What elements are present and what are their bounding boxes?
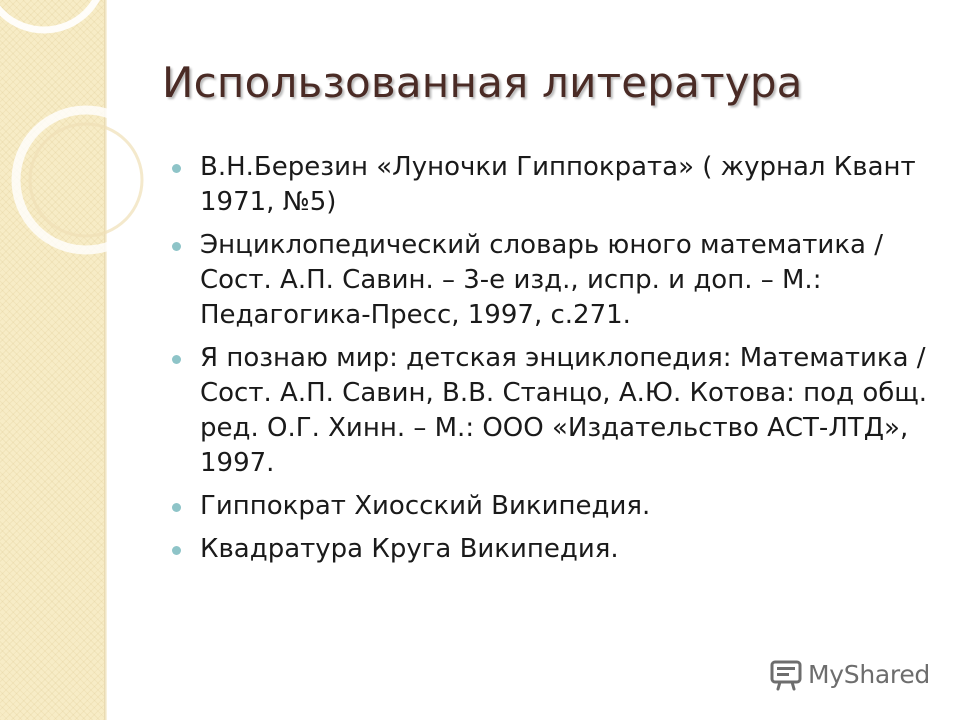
reference-text: Я познаю мир: детская энциклопедия: Математика / Сост. А.П. Савин, В.В. Станцо, А.Ю. Котова: под общ. ред. О.Г. Хинн. – М.: ООО «Издательство АСТ-ЛТД», 1997. bbox=[200, 343, 928, 478]
reference-item bbox=[172, 489, 932, 524]
bullet-icon bbox=[172, 355, 181, 364]
watermark-text: MyShared bbox=[808, 659, 930, 689]
myshared-logo-icon bbox=[768, 656, 804, 692]
reference-item bbox=[172, 532, 932, 567]
reference-item bbox=[172, 228, 932, 333]
bullet-icon bbox=[172, 164, 181, 173]
reference-text: Энциклопедический словарь юного математика /Сост. А.П. Савин. – 3-е изд., испр. и доп. – М.: Педагогика-Пресс, 1997, с.271. bbox=[200, 230, 883, 330]
bullet-icon bbox=[172, 242, 181, 251]
bullet-icon bbox=[172, 546, 181, 555]
bullet-icon bbox=[172, 503, 181, 512]
reference-text: Гиппократ Хиосский Википедия. bbox=[200, 491, 651, 521]
decorative-rings bbox=[0, 0, 200, 300]
reference-text: В.Н.Березин «Луночки Гиппократа» ( журнал Квант 1971, №5) bbox=[200, 152, 916, 217]
myshared-watermark bbox=[768, 654, 930, 694]
slide-title: Использованная литература bbox=[162, 58, 803, 107]
reference-item bbox=[172, 150, 932, 220]
reference-item bbox=[172, 341, 932, 481]
reference-text: Квадратура Круга Википедия. bbox=[200, 534, 619, 564]
reference-list bbox=[172, 150, 932, 575]
